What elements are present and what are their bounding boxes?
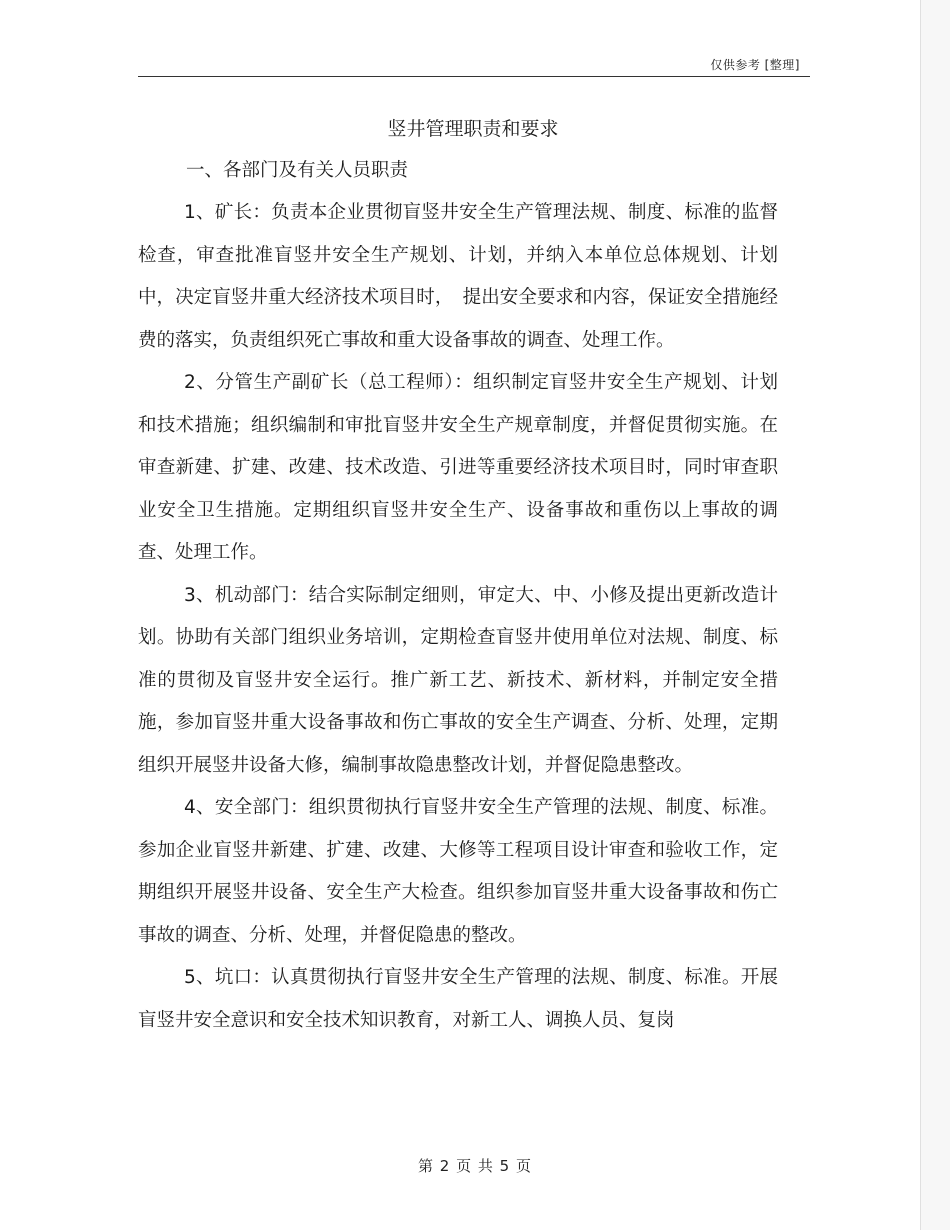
paragraph-safety-dept: 4、安全部门：组织贯彻执行盲竖井安全生产管理的法规、制度、标准。参加企业盲竖井新建、扩建、改建、大修等工程项目设计审查和验收工作，定期组织开展竖井设备、安全生产大检查。组织参加盲竖井重大设备事故和伤亡事故的调查、分析、处理，并督促隐患的整改。 [138, 797, 778, 946]
section-heading: 一、各部门及有关人员职责 [186, 160, 409, 181]
header-note: 仅供参考 [整理] [710, 58, 800, 72]
paragraph-deputy-director: 2、分管生产副矿长（总工程师）：组织制定盲竖井安全生产规划、计划和技术措施；组织编制和审批盲竖井安全生产规章制度，并督促贯彻实施。在审查新建、扩建、改建、技术改造、引进等重要经济技术项目时，同时审查职业安全卫生措施。定期组织盲竖井安全生产、设备事故和重伤以上事故的调查、处理工作。 [138, 372, 778, 563]
document-body [138, 108, 778, 1042]
header-divider [138, 76, 810, 77]
page-number-footer: 第 2 页 共 5 页 [418, 1157, 532, 1175]
paragraph-mine-director: 1、矿长：负责本企业贯彻盲竖井安全生产管理法规、制度、标准的监督检查，审查批准盲竖井安全生产规划、计划，并纳入本单位总体规划、计划中，决定盲竖井重大经济技术项目时， 提出安全要求和内容，保证安全措施经费的落实，负责组织死亡事故和重大设备事故的调查、处理工作。 [138, 202, 778, 351]
paragraph-pithead: 5、坑口：认真贯彻执行盲竖井安全生产管理的法规、制度、标准。开展盲竖井安全意识和安全技术知识教育，对新工人、调换人员、复岗 [138, 967, 778, 1031]
document-title: 竖井管理职责和要求 [387, 118, 559, 140]
paragraph-mechanical-dept: 3、机动部门：结合实际制定细则，审定大、中、小修及提出更新改造计划。协助有关部门组织业务培训，定期检查盲竖井使用单位对法规、制度、标准的贯彻及盲竖井安全运行。推广新工艺、新技术、新材料，并制定安全措施，参加盲竖井重大设备事故和伤亡事故的安全生产调查、分析、处理，定期组织开展竖井设备大修，编制事故隐患整改计划，并督促隐患整改。 [138, 584, 778, 776]
